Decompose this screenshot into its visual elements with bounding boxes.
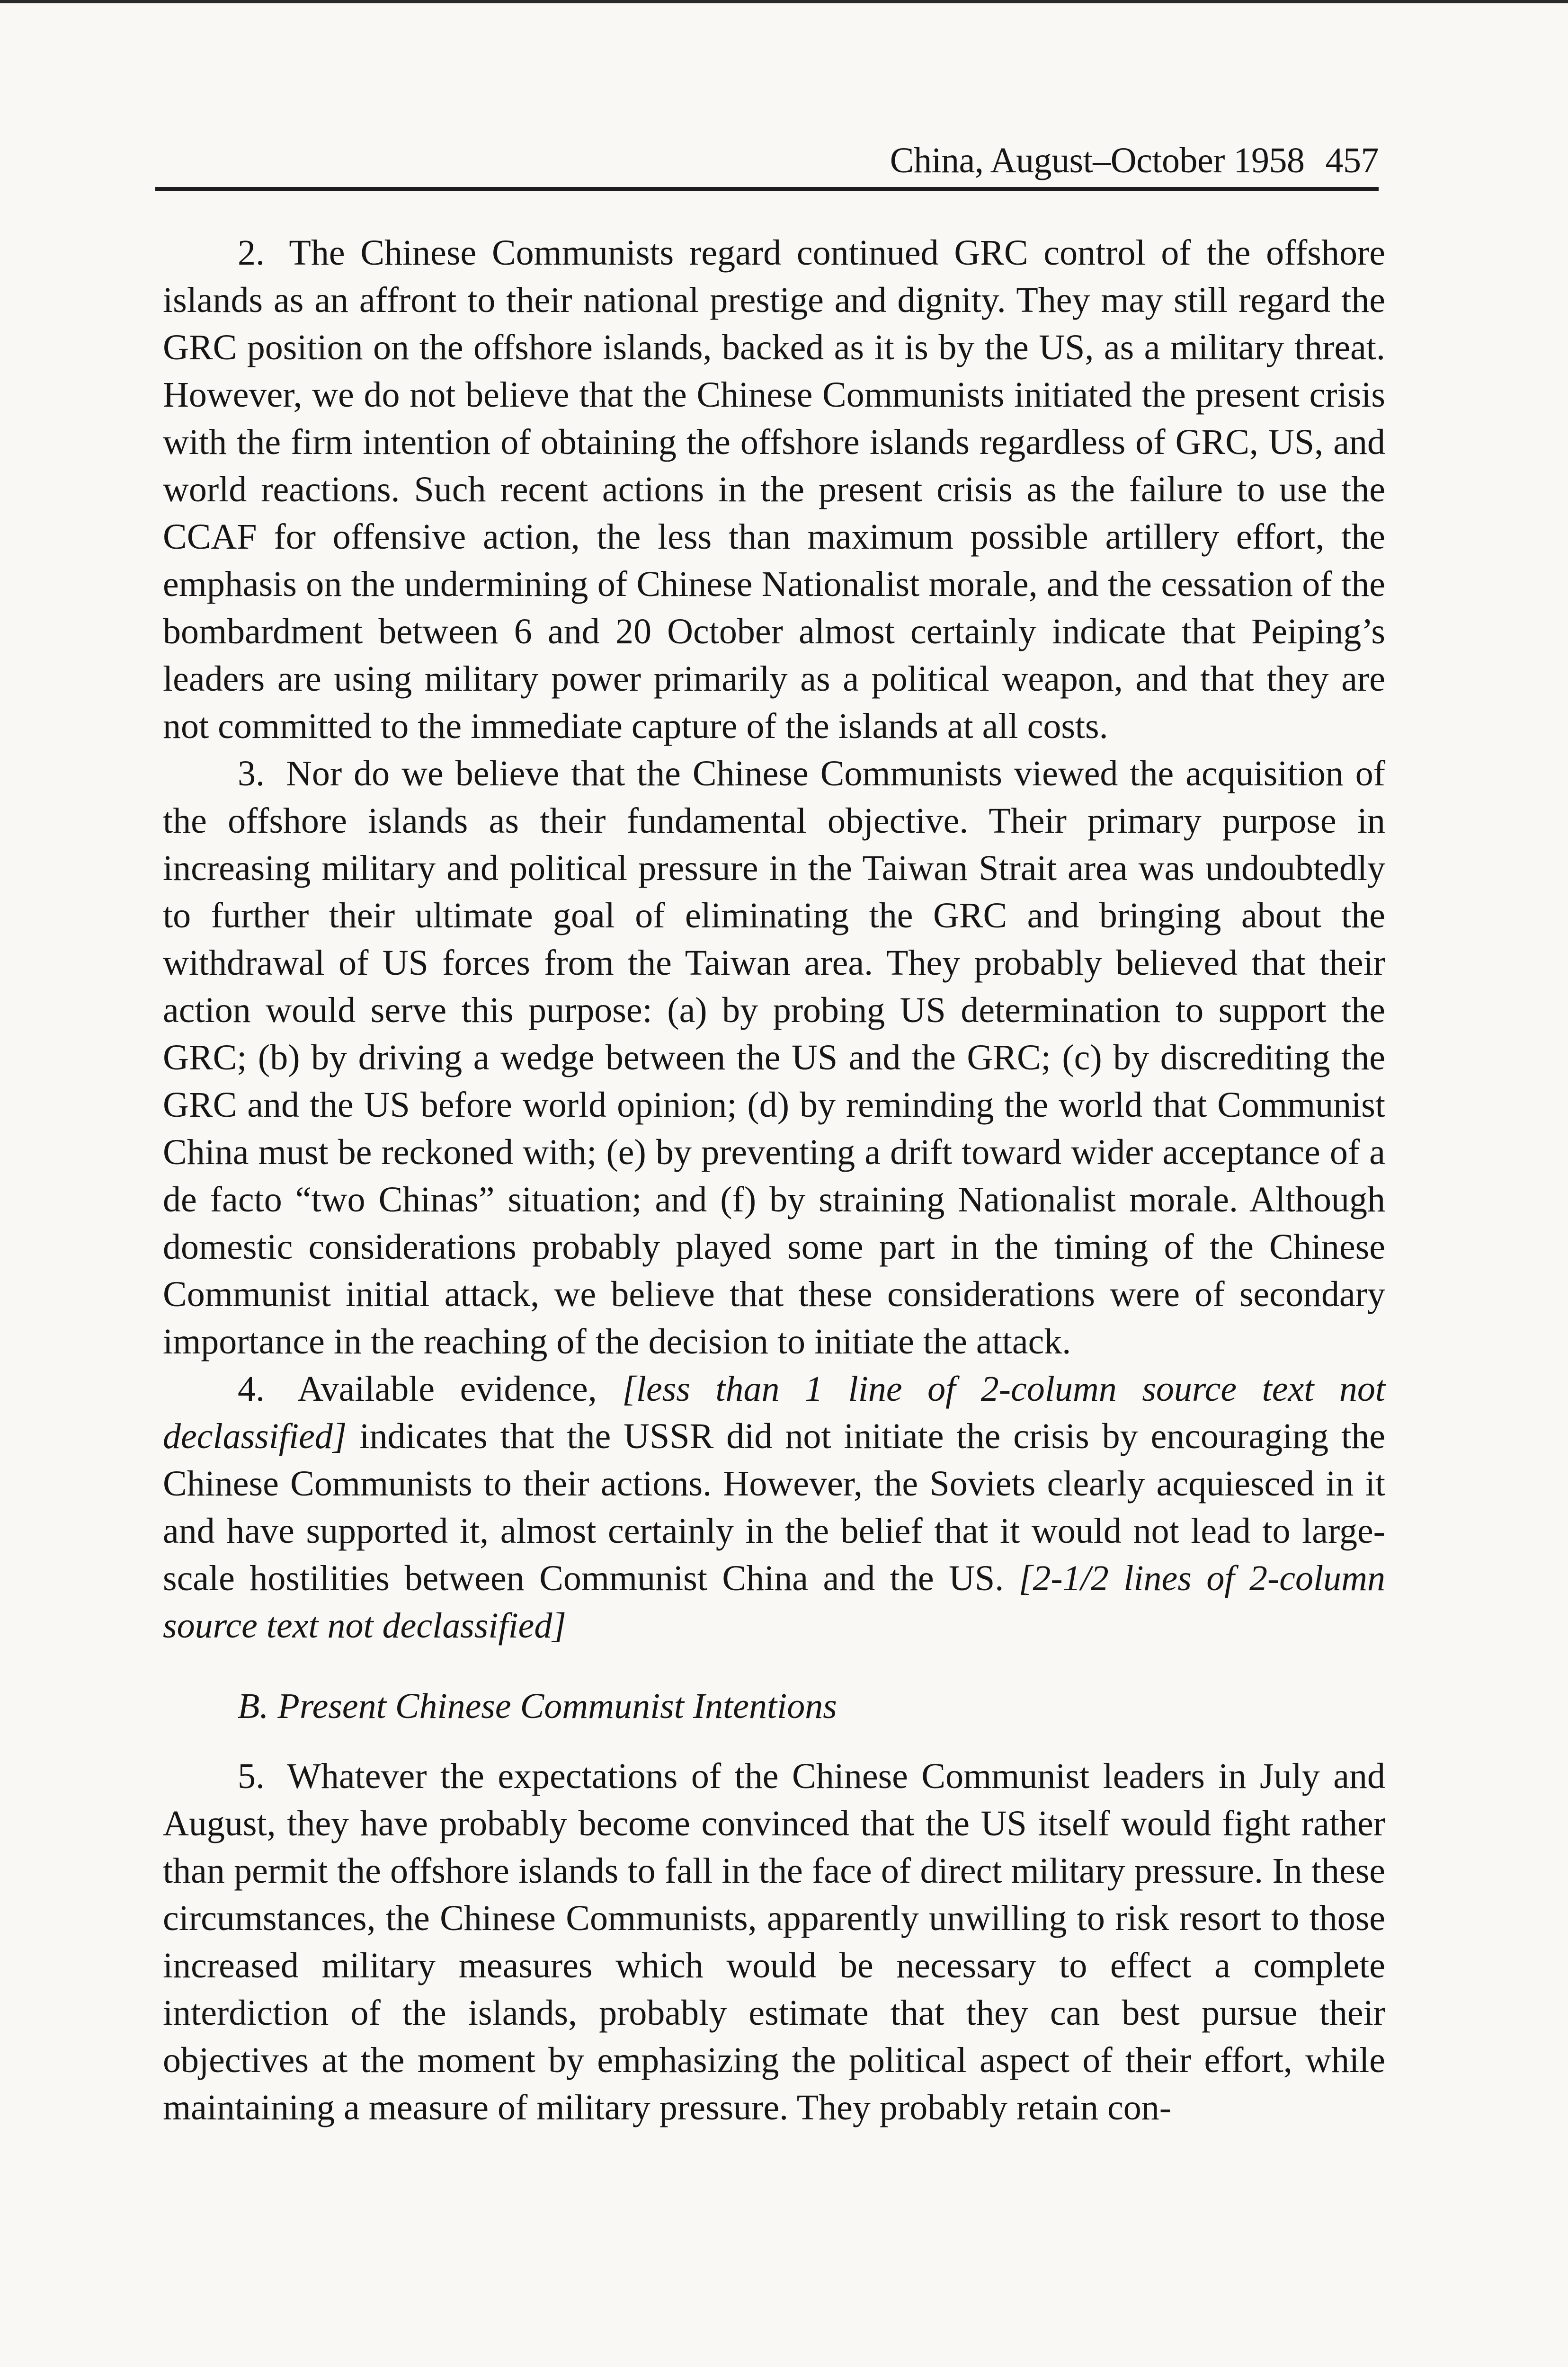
paragraph-number: 3. [238,754,265,793]
paragraph-3 [163,750,1385,1365]
paragraph-text: Nor do we believe that the Chinese Communists viewed the acquisition of the offshore islands as their fundamental objective. Their primary purpose in increasing military and political pressure in the Taiwan Strait area was undoubtedly to further their ultimate goal of eliminating the GRC and bringing about the withdrawal of US forces from the Taiwan area. They probably believed that their action would serve this purpose: (a) by probing US determination to support the GRC; (b) by driving a wedge between the US and the GRC; (c) by discrediting the GRC and the US before world opinion; (d) by reminding the world that Communist China must be reckoned with; (e) by preventing a drift toward wider acceptance of a de facto “two Chinas” situation; and (f) by straining Nationalist morale. Although domestic considerations probably played some part in the timing of the Chinese Communist initial attack, we believe that these considerations were of secondary importance in the reaching of the decision to initiate the attack. [163,754,1386,1361]
paragraph-text-middle: indicates that the USSR did not initiate the crisis by encouraging the Chinese Communists to their actions. However, the Soviets clearly acquiesced in it and have supported it, almost certainly in the belief that it would not lead to large-scale hostilities between Communist China and the US. [163,1416,1385,1598]
running-head [890,142,1379,178]
paragraph-5 [163,1753,1385,2131]
redaction-note: [less than 1 line of 2-column source text not declassified] [163,1369,1386,1456]
paragraph-number: 4. [238,1369,265,1409]
paragraph-text-before: Available evidence, [297,1369,597,1409]
paragraph-number: 5. [238,1756,265,1796]
paragraph-text: Whatever the expectations of the Chinese Communist leaders in July and August, they have probably become convinced that the US itself would fight rather than permit the offshore islands to fall in the face of direct military pressure. In these circumstances, the Chinese Communists, apparently unwilling to risk resort to those increased military measures which would be necessary to effect a complete interdiction of the islands, probably estimate that they can best pursue their objectives at the moment by emphasizing the political aspect of their effort, while maintaining a measure of military pressure. They probably retain con- [163,1756,1385,2127]
section-heading: B. Present Chinese Communist Intentions [238,1686,837,1726]
page-header [155,132,1379,191]
scan-top-edge [0,0,1568,3]
paragraph-text: The Chinese Communists regard continued GRC control of the offshore islands as an affront to their national prestige and dignity. They may still regard the GRC position on the offshore islands, backed as it is by the US, as a military threat. However, we do not believe that the Chinese Communists initiated the present crisis with the firm intention of obtaining the offshore islands regardless of GRC, US, and world reactions. Such recent actions in the present crisis as the failure to use the CCAF for offensive action, the less than maximum possible artillery effort, the emphasis on the undermining of Chinese Nationalist morale, and the cessation of the bombardment between 6 and 20 October almost certainly indicate that Peiping’s leaders are using military power primarily as a political weapon, and that they are not committed to the immediate capture of the islands at all costs. [163,233,1385,746]
running-title: China, August–October 1958 [890,141,1305,180]
paragraph-number: 2. [238,233,265,273]
page-number: 457 [1325,141,1379,180]
redaction-note: [2-1/2 lines of 2-column source text not declassified] [163,1558,1385,1646]
paragraph-4 [163,1365,1385,1649]
paragraph-2 [163,229,1385,750]
body-text [163,229,1385,2131]
